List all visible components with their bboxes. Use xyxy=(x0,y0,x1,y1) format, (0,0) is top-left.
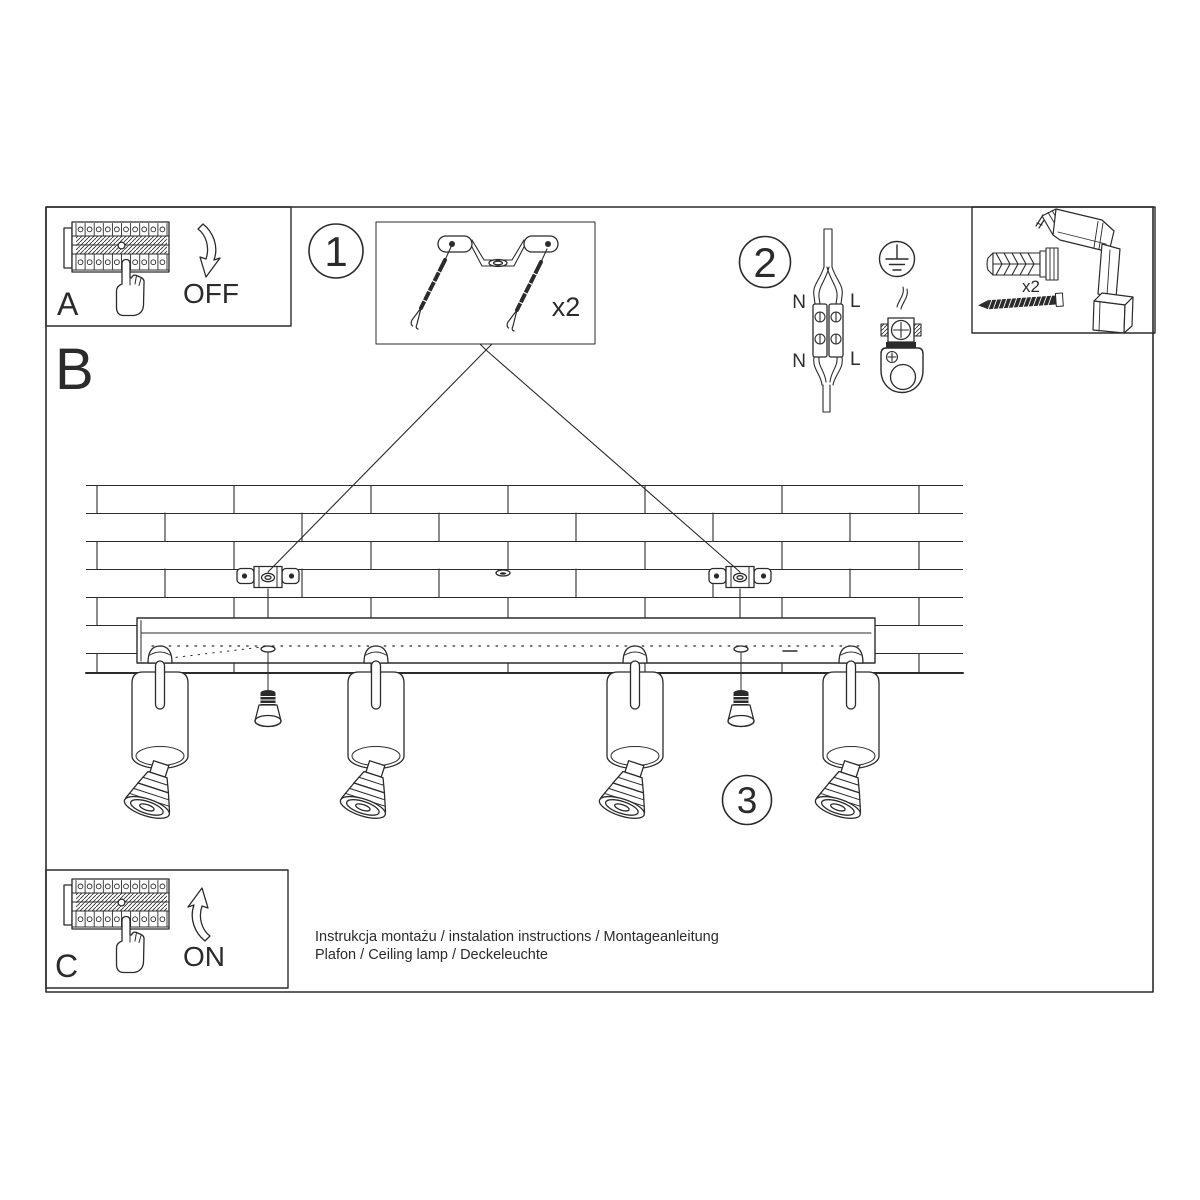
footer-line2: Plafon / Ceiling lamp / Deckeleuchte xyxy=(315,947,548,963)
wire-label-l-top: L xyxy=(850,291,861,312)
step-3-number: 3 xyxy=(736,780,758,821)
wire-label-l-bottom: L xyxy=(850,349,861,370)
step-b-label: B xyxy=(55,337,94,402)
wire-label-n-bottom: N xyxy=(792,351,806,372)
step-c-label: C xyxy=(55,948,79,984)
step-a-label: A xyxy=(57,286,79,322)
wall-drill-hole xyxy=(496,570,510,576)
step-c-action: ON xyxy=(183,941,225,972)
step-1-number: 1 xyxy=(324,228,348,275)
wire-label-n-top: N xyxy=(792,292,806,313)
step-2-number: 2 xyxy=(753,239,777,286)
wall-plug-icon xyxy=(987,248,1058,280)
ceiling-rail xyxy=(137,618,875,663)
plug-quantity: x2 xyxy=(1022,277,1040,296)
footer-line1: Instrukcja montażu / instalation instructions / Montageanleitung xyxy=(315,929,719,945)
step-a-action: OFF xyxy=(183,278,239,309)
step-1-quantity: x2 xyxy=(551,292,581,322)
